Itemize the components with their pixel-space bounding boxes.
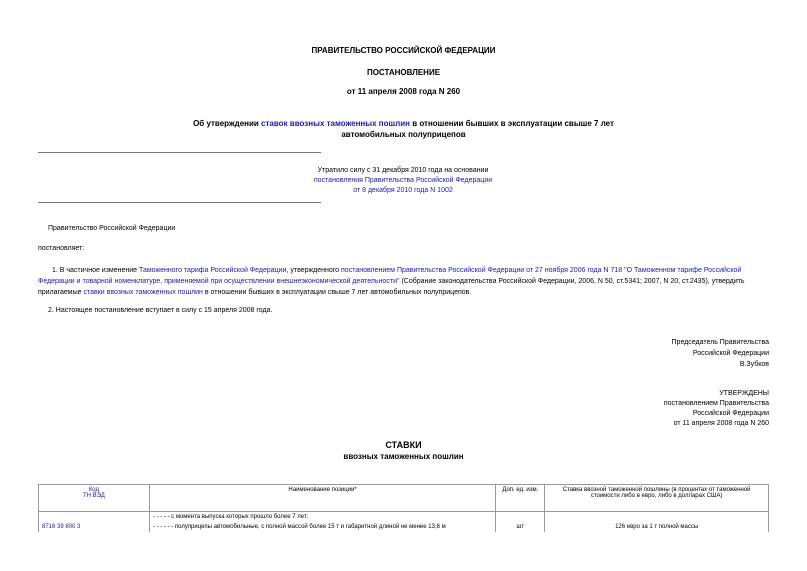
approved-line1: УТВЕРЖДЕНЫ	[719, 390, 769, 397]
header-rate: Ставка ввозной таможенной пошлины (в процентах от таможенной стоимости либо в евро, либо в долларах США)	[545, 485, 769, 512]
row-name: - - - - - - полуприцепы автомобильные, с полной массой более 15 т и габаритной длиной не менее 13,6 м	[149, 522, 496, 532]
header-name: Наименование позиции*	[149, 485, 496, 512]
row-name: - - - - - с момента выпуска которых прошло более 7 лет:	[149, 512, 496, 523]
rates-link[interactable]: ставки ввозных таможенных пошлин	[83, 289, 203, 296]
title-link[interactable]: ставок ввозных таможенных пошлин	[261, 119, 410, 128]
doc-title	[0, 118, 807, 140]
repeal-notice-line1: Утратило силу с 31 декабря 2010 года на основании	[317, 167, 489, 174]
row-unit	[496, 512, 545, 523]
p1-text-a: 1. В частичное изменение	[52, 267, 139, 274]
p1-text-d: в отношении бывших в эксплуатации свыше 7 лет автомобильных полуприцепов.	[202, 289, 472, 296]
divider-top	[38, 152, 321, 153]
government-heading: ПРАВИТЕЛЬСТВО РОССИЙСКОЙ ФЕДЕРАЦИИ	[311, 46, 496, 55]
repeal-link-line1[interactable]: постановления Правительства Российской Федерации	[313, 177, 493, 184]
row-rate	[545, 512, 769, 523]
row-rate: 126 евро за 1 т полной массы	[545, 522, 769, 532]
title-prefix: Об утверждении	[193, 119, 262, 128]
signature-name: В.Зубков	[739, 361, 769, 368]
table-row	[39, 522, 769, 532]
divider-bottom	[38, 202, 321, 203]
decree-718-link[interactable]: постановлением Правительства Российской Федерации от 27 ноября 2006 года N 718 "О Таможенном тарифе Российской Федерации и товарной номенклатуре, применяемой при осуществлении внешнеэкономической деятельности"	[38, 267, 742, 285]
header-code	[39, 485, 150, 512]
p1-text-c: (Собрание законодательства Российской Федерации, 2006, N 50, ст.5341; 2007, N 20, ст.2435), утвердить прилагаемые	[38, 278, 745, 296]
title-suffix: в отношении бывших в эксплуатации свыше 7 лет	[409, 119, 614, 128]
signature-block	[672, 337, 769, 370]
row-code	[39, 512, 150, 523]
rates-title: СТАВКИ	[385, 440, 422, 450]
header-unit: Доп. ед. изм.	[496, 485, 545, 512]
rates-table	[38, 484, 769, 532]
approved-block	[664, 389, 769, 429]
doc-type-heading: ПОСТАНОВЛЕНИЕ	[366, 68, 441, 77]
header-code-link1[interactable]: Код	[88, 487, 100, 493]
repeal-link-line2[interactable]: от 8 декабря 2010 года N 1002	[353, 187, 453, 194]
intro-text: Правительство Российской Федерации	[48, 225, 176, 232]
row-unit: шт	[496, 522, 545, 532]
approved-line4: от 11 апреля 2008 года N 260	[673, 420, 769, 427]
table-row	[39, 512, 769, 523]
approved-line3: Российской Федерации	[692, 410, 769, 417]
repeal-notice	[238, 166, 568, 196]
approved-line2: постановлением Правительства	[663, 400, 769, 407]
customs-tariff-link[interactable]: Таможенного тарифа Российской Федерации	[139, 267, 287, 274]
paragraph-2: 2. Настоящее постановление вступает в силу с 15 апреля 2008 года.	[48, 307, 273, 314]
table-header-row	[39, 485, 769, 512]
p1-text-b: , утвержденного	[286, 267, 342, 274]
row-code-link[interactable]: 8716 39 800 3	[42, 524, 81, 530]
decrees-text: постановляет:	[38, 245, 85, 252]
title-line2: автомобильных полуприцепов	[341, 130, 466, 139]
signature-line2: Российской Федерации	[692, 350, 769, 357]
signature-line1: Председатель Правительства	[671, 339, 769, 346]
rates-subtitle: ввозных таможенных пошлин	[343, 452, 464, 461]
doc-date: от 11 апреля 2008 года N 260	[346, 87, 461, 96]
paragraph-1	[38, 265, 773, 298]
header-code-link2[interactable]: ТН ВЭД	[83, 493, 105, 499]
